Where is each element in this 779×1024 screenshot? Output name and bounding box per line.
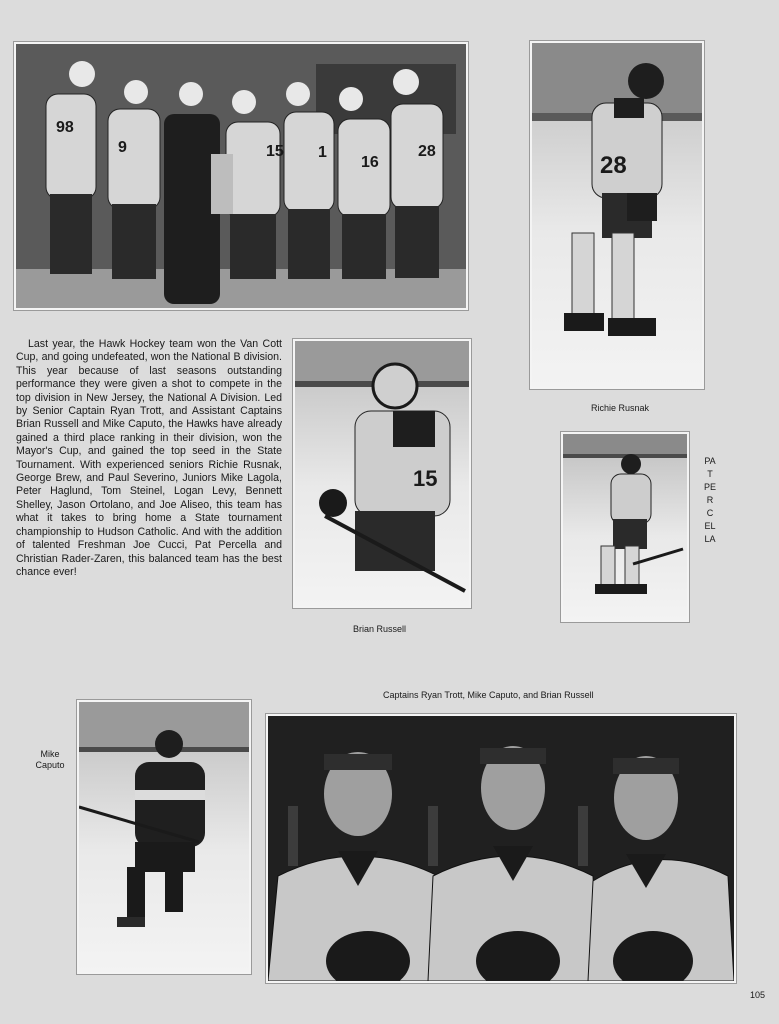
captains-photo [266,714,736,983]
jersey-number: 98 [56,119,74,136]
caption-mike-caputo-text: Mike Caputo [35,749,65,770]
caption-richie-rusnak: Richie Rusnak [591,403,650,413]
caption-brian-russell: Brian Russell [353,624,407,634]
jersey-number: 28 [600,152,627,179]
richie-rusnak-photo [530,41,704,389]
jersey-number: 16 [361,154,379,171]
caption-pat-percella: PAT PERCELLA [704,456,717,544]
jersey-number: 15 [413,466,438,491]
page-number: 105 [749,990,765,1000]
jersey-number: 15 [266,143,284,160]
brian-russell-photo [293,339,471,608]
caption-captains: Captains Ryan Trott, Mike Caputo, and Brian Russell [383,690,594,700]
jersey-number: 28 [418,143,436,160]
jersey-number: 9 [118,139,127,156]
pat-percella-photo [561,432,689,622]
jersey-number: 1 [318,144,327,161]
team-photo [14,42,468,310]
mike-caputo-photo [77,700,251,974]
article-body: Last year, the Hawk Hockey team won the Van Cott Cup, and going undefeated, won the National B division. This year because of last seasons outstanding performance they were given a shot to compete in the top division in New Jersey, the National A Division. Led by Senior Captain Ryan Trott, and Assistant Captains Brian Russell and Mike Caputo, the Hawks have already gained a third place ranking in their division, won the Mayor's Cup, and gained the top seed in the State Tournament. With experienced seniors Richie Rusnak, George Brew, and Paul Severino, Juniors Mike Lagola, Peter Haglund, Tom Steinel, Logan Levy, Bennett Shelley, Jason Ortolano, and Joe Aliseo, this team has what it takes to bring home a State tournament championship to Hudson Catholic. And with the addition of talented Freshman Joe Cucci, Pat Percella and Christian Rader-Zaren, this balanced team has the best chance ever! [16,338,282,578]
caption-mike-caputo [30,749,70,771]
